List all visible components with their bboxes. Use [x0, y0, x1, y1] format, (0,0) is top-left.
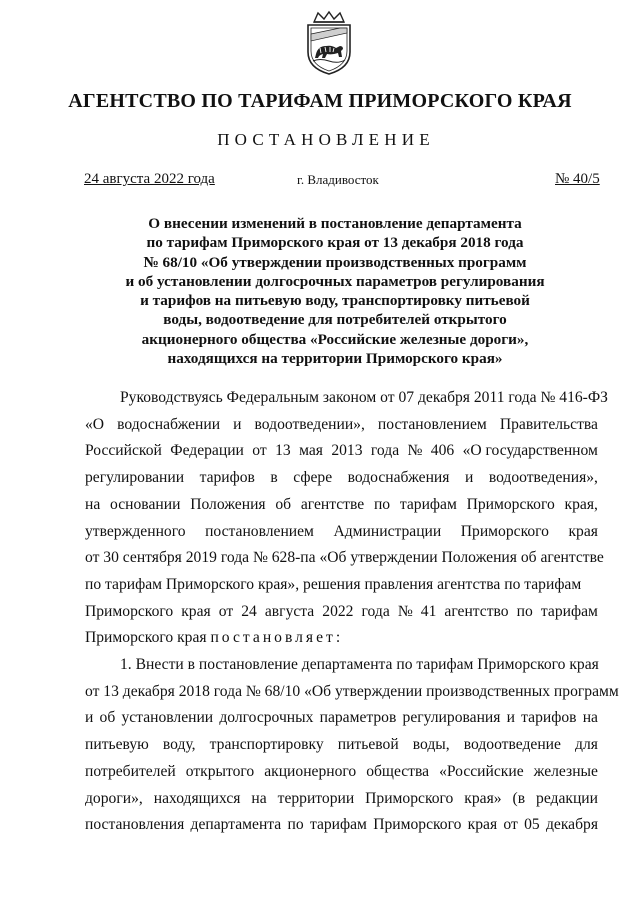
body-word: агентстве	[300, 495, 365, 513]
body-line	[85, 732, 598, 759]
body-word: находящихся	[153, 789, 241, 807]
body-word: потребителей	[85, 762, 176, 780]
title-line: находящихся на территории Приморского края»	[167, 350, 503, 368]
body-word: 2022	[322, 602, 354, 620]
body-word: Российской	[85, 442, 162, 460]
document-city: г. Владивосток	[297, 172, 379, 187]
body-line: 1. Внести в постановление департамента по тарифам Приморского края	[120, 656, 599, 674]
title-line: воды, водоотведение для потребителей открытого	[163, 311, 507, 329]
body-word: тарифам	[540, 602, 598, 620]
body-line: от 30 сентября 2019 года № 628-па «Об утверждении Положения об агентстве	[85, 549, 604, 567]
body-word: редакции	[536, 789, 598, 807]
body-line	[85, 599, 598, 626]
body-word: №	[397, 602, 413, 620]
body-word: водоотведения»,	[488, 469, 598, 487]
body-word: регулирования	[402, 709, 501, 727]
body-word: тарифам	[399, 495, 457, 513]
body-line: по тарифам Приморского края», решения правления агентства по тарифам	[85, 575, 582, 593]
body-line: от 13 декабря 2018 года № 68/10 «Об утверждении производственных программ	[85, 682, 619, 700]
document-date: 24 августа 2022 года	[84, 171, 215, 187]
body-word: транспортировку	[209, 736, 324, 754]
title-line: и тарифов на питьевую воду, транспортировку питьевой	[140, 292, 530, 310]
body-word: по	[287, 816, 304, 834]
body-word: сфере	[293, 469, 333, 487]
body-word: открытого	[185, 762, 255, 780]
body-word: Положения	[190, 495, 266, 513]
body-word: Приморского	[460, 522, 549, 540]
body-word: «О	[85, 415, 105, 433]
body-word: 13	[275, 442, 291, 460]
body-word: и	[233, 415, 242, 433]
body-word: Приморского	[466, 495, 555, 513]
body-word: тарифов	[521, 709, 577, 727]
resolution-word: постановляет:	[210, 629, 344, 647]
body-word: и	[506, 709, 515, 727]
body-word: территории	[277, 789, 355, 807]
coat-of-arms-icon	[302, 10, 356, 76]
body-word: воду,	[162, 736, 196, 754]
body-line	[85, 786, 598, 813]
body-word: декабря	[545, 816, 598, 834]
body-word: акционерного	[264, 762, 357, 780]
body-word: дороги»,	[85, 789, 143, 807]
body-word: края,	[564, 495, 598, 513]
title-line: и об установлении долгосрочных параметров регулирования	[125, 272, 545, 290]
body-word: установлении	[121, 709, 214, 727]
body-word: по	[373, 495, 391, 513]
body-word: водоотведение	[463, 736, 561, 754]
body-word: 2013	[331, 442, 363, 460]
body-word: для	[575, 736, 598, 754]
body-line	[85, 492, 598, 519]
body-word: года	[370, 442, 400, 460]
body-word: постановлением	[377, 415, 487, 433]
body-word: Приморского	[373, 816, 462, 834]
body-word: питьевой	[337, 736, 399, 754]
body-word: Приморского	[365, 789, 454, 807]
body-word: года	[361, 602, 390, 620]
body-word: железные	[533, 762, 598, 780]
body-word: департамента	[190, 816, 282, 834]
body-line	[85, 759, 598, 786]
body-line	[85, 705, 598, 732]
title-line: по тарифам Приморского края от 13 декабря 2018 года	[146, 234, 524, 252]
agency-name: АГЕНТСТВО ПО ТАРИФАМ ПРИМОРСКОГО КРАЯ	[68, 90, 572, 112]
body-word: об	[275, 495, 292, 513]
body-word: «О государственном	[462, 442, 598, 460]
body-word: «Российские	[439, 762, 524, 780]
body-word: Администрации	[333, 522, 442, 540]
body-line	[85, 438, 598, 465]
body-word: постановления	[85, 816, 185, 834]
body-word: 41	[420, 602, 437, 620]
body-word: от	[218, 602, 234, 620]
body-word: 24	[241, 602, 257, 620]
body-word: водоотведении»,	[254, 415, 365, 433]
body-word: края	[467, 816, 498, 834]
body-word: Правительства	[499, 415, 598, 433]
body-word: августа	[264, 602, 315, 620]
body-word: Приморского	[85, 602, 174, 620]
body-word: тарифам	[309, 816, 367, 834]
title-line: О внесении изменений в постановление департамента	[148, 215, 522, 232]
body-word: воды,	[412, 736, 450, 754]
body-word: 406	[430, 442, 455, 460]
body-line	[85, 812, 598, 839]
body-word: на	[85, 495, 101, 513]
body-word: общества	[366, 762, 430, 780]
body-word: от	[252, 442, 267, 460]
body-word: основании	[110, 495, 181, 513]
body-word: мая	[299, 442, 323, 460]
body-line	[85, 412, 598, 439]
body-word: долгосрочных	[219, 709, 314, 727]
body-word: от	[503, 816, 518, 834]
body-word: (в	[512, 789, 526, 807]
body-word: на	[582, 709, 598, 727]
body-word: Федерации	[170, 442, 244, 460]
document-title	[100, 214, 570, 368]
body-line	[85, 625, 598, 652]
body-word: по	[516, 602, 533, 620]
body-word: 05	[524, 816, 540, 834]
body-line	[85, 465, 598, 492]
body-word: и	[85, 709, 94, 727]
body-word: в	[270, 469, 278, 487]
body-word: параметров	[319, 709, 397, 727]
document-number: № 40/5	[555, 171, 600, 187]
body-word: питьевую	[85, 736, 149, 754]
body-word: тарифов	[199, 469, 255, 487]
document-body	[85, 385, 619, 839]
body-word: регулировании	[85, 469, 185, 487]
body-word: агентство	[444, 602, 509, 620]
body-word: водоснабжения	[347, 469, 450, 487]
body-word: края	[181, 602, 211, 620]
body-word: №	[407, 442, 423, 460]
body-word: постановлением	[205, 522, 314, 540]
title-line: № 68/10 «Об утверждении производственных программ	[143, 253, 527, 271]
body-word: об	[99, 709, 116, 727]
body-line	[85, 519, 598, 546]
body-text: Приморского края	[85, 629, 207, 647]
body-word: края»	[464, 789, 502, 807]
body-word: водоснабжении	[117, 415, 221, 433]
body-word: края	[568, 522, 598, 540]
title-line: акционерного общества «Российские железные дороги»,	[141, 330, 529, 348]
body-word: утвержденного	[85, 522, 186, 540]
body-word: и	[464, 469, 474, 487]
body-word: на	[251, 789, 267, 807]
document-type: ПОСТАНОВЛЕНИЕ	[217, 130, 435, 149]
body-line: Руководствуясь Федеральным законом от 07 декабря 2011 года № 416-ФЗ	[120, 389, 608, 406]
